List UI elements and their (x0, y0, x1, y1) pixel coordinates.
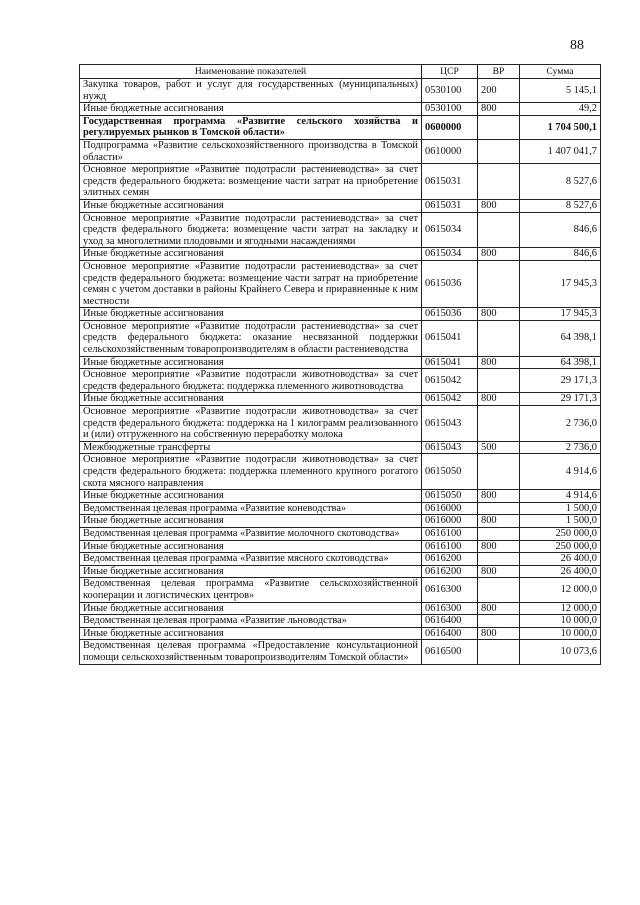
cell-sum: 5 145,1 (520, 79, 601, 103)
cell-vr: 800 (478, 308, 520, 321)
cell-sum: 10 000,0 (520, 615, 601, 628)
cell-sum: 12 000,0 (520, 602, 601, 615)
cell-sum: 1 704 500,1 (520, 115, 601, 139)
cell-vr: 800 (478, 627, 520, 640)
cell-vr: 800 (478, 490, 520, 503)
cell-vr (478, 615, 520, 628)
cell-vr (478, 369, 520, 393)
table-row (80, 308, 601, 321)
cell-sum: 846,6 (520, 248, 601, 261)
cell-name: Межбюджетные трансферты (80, 441, 422, 454)
cell-name: Иные бюджетные ассигнования (80, 393, 422, 406)
cell-vr: 200 (478, 79, 520, 103)
table-row (80, 115, 601, 139)
table-body (80, 79, 601, 665)
cell-name: Государственная программа «Развитие сельского хозяйства и регулируемых рынков в Томской области» (80, 115, 422, 139)
cell-csr: 0600000 (422, 115, 478, 139)
cell-vr (478, 553, 520, 566)
cell-csr: 0616100 (422, 527, 478, 540)
cell-name: Подпрограмма «Развитие сельскохозяйственного производства в Томской области» (80, 139, 422, 163)
table-row (80, 565, 601, 578)
cell-vr (478, 527, 520, 540)
cell-sum: 1 500,0 (520, 515, 601, 528)
cell-vr: 800 (478, 540, 520, 553)
cell-sum: 10 073,6 (520, 640, 601, 664)
cell-sum: 250 000,0 (520, 527, 601, 540)
cell-sum: 1 500,0 (520, 502, 601, 515)
cell-name: Иные бюджетные ассигнования (80, 627, 422, 640)
cell-sum: 29 171,3 (520, 393, 601, 406)
cell-csr: 0616300 (422, 578, 478, 602)
cell-csr: 0616000 (422, 515, 478, 528)
cell-csr: 0616400 (422, 615, 478, 628)
table-row (80, 369, 601, 393)
cell-name: Ведомственная целевая программа «Предоставление консультационной помощи сельскохозяйственным товаропроизводителям Томской области» (80, 640, 422, 664)
cell-csr: 0610000 (422, 139, 478, 163)
table-row (80, 602, 601, 615)
table-row (80, 320, 601, 356)
cell-csr: 0616200 (422, 553, 478, 566)
cell-name: Ведомственная целевая программа «Развитие сельскохозяйственной кооперации и логистических центров» (80, 578, 422, 602)
table-row (80, 527, 601, 540)
cell-sum: 846,6 (520, 212, 601, 248)
cell-sum: 26 400,0 (520, 553, 601, 566)
cell-sum: 10 000,0 (520, 627, 601, 640)
cell-csr: 0615034 (422, 248, 478, 261)
cell-sum: 17 945,3 (520, 260, 601, 307)
cell-name: Основное мероприятие «Развитие подотрасли животноводства» за счет средств федерального бюджета: поддержка племенного крупного рогатого скота мясного направления (80, 454, 422, 490)
header-csr: ЦСР (422, 65, 478, 79)
cell-vr (478, 115, 520, 139)
table-row (80, 615, 601, 628)
cell-vr (478, 406, 520, 442)
cell-csr: 0615042 (422, 369, 478, 393)
cell-csr: 0616100 (422, 540, 478, 553)
cell-sum: 2 736,0 (520, 406, 601, 442)
page-number: 88 (570, 38, 584, 53)
cell-vr (478, 454, 520, 490)
table-row (80, 502, 601, 515)
cell-sum: 250 000,0 (520, 540, 601, 553)
cell-vr (478, 640, 520, 664)
cell-csr: 0615050 (422, 454, 478, 490)
header-sum: Сумма (520, 65, 601, 79)
cell-name: Ведомственная целевая программа «Развитие молочного скотоводства» (80, 527, 422, 540)
cell-name: Основное мероприятие «Развитие подотрасли растениеводства» за счет средств федерального бюджета: возмещение части затрат на приобретение семян с учетом доставки в районы Крайнего Севера и приравненные к ним местности (80, 260, 422, 307)
cell-name: Иные бюджетные ассигнования (80, 248, 422, 261)
cell-sum: 1 407 041,7 (520, 139, 601, 163)
cell-sum: 49,2 (520, 103, 601, 116)
table-row (80, 515, 601, 528)
table-row (80, 441, 601, 454)
cell-name: Основное мероприятие «Развитие подотрасли растениеводства» за счет средств федерального бюджета: возмещение части затрат на приобретение элитных семян (80, 164, 422, 200)
cell-name: Основное мероприятие «Развитие подотрасли растениеводства» за счет средств федерального бюджета: возмещение части затрат на закладку и уход за многолетними плодовыми и ягодными насаждениями (80, 212, 422, 248)
table-row (80, 490, 601, 503)
cell-sum: 17 945,3 (520, 308, 601, 321)
cell-name: Иные бюджетные ассигнования (80, 199, 422, 212)
table-row (80, 103, 601, 116)
cell-csr: 0615031 (422, 164, 478, 200)
table-row (80, 164, 601, 200)
cell-name: Иные бюджетные ассигнования (80, 308, 422, 321)
table-row (80, 640, 601, 664)
cell-csr: 0615031 (422, 199, 478, 212)
cell-name: Основное мероприятие «Развитие подотрасли животноводства» за счет средств федерального бюджета: поддержка на 1 килограмм реализованного и (или) отгруженного на собственную переработку молока (80, 406, 422, 442)
cell-csr: 0616300 (422, 602, 478, 615)
table-row (80, 627, 601, 640)
cell-name: Иные бюджетные ассигнования (80, 103, 422, 116)
cell-name: Основное мероприятие «Развитие подотрасли животноводства» за счет средств федерального бюджета: поддержка племенного животноводства (80, 369, 422, 393)
cell-name: Иные бюджетные ассигнования (80, 515, 422, 528)
cell-csr: 0615042 (422, 393, 478, 406)
cell-vr: 800 (478, 565, 520, 578)
cell-sum: 29 171,3 (520, 369, 601, 393)
cell-sum: 8 527,6 (520, 164, 601, 200)
table-row (80, 356, 601, 369)
cell-name: Основное мероприятие «Развитие подотрасли растениеводства» за счет средств федерального бюджета: оказание несвязанной поддержки сельскохозяйственным товаропроизводителям в области растениеводства (80, 320, 422, 356)
cell-vr (478, 320, 520, 356)
table-row (80, 139, 601, 163)
cell-vr: 800 (478, 515, 520, 528)
header-name: Наименование показателей (80, 65, 422, 79)
table-row (80, 406, 601, 442)
table-row (80, 540, 601, 553)
header-vr: ВР (478, 65, 520, 79)
cell-name: Иные бюджетные ассигнования (80, 540, 422, 553)
table-row (80, 248, 601, 261)
cell-vr: 800 (478, 199, 520, 212)
cell-csr: 0615043 (422, 441, 478, 454)
cell-vr: 500 (478, 441, 520, 454)
cell-csr: 0615036 (422, 308, 478, 321)
cell-name: Ведомственная целевая программа «Развитие коневодства» (80, 502, 422, 515)
cell-vr (478, 578, 520, 602)
cell-name: Ведомственная целевая программа «Развитие мясного скотоводства» (80, 553, 422, 566)
cell-name: Иные бюджетные ассигнования (80, 565, 422, 578)
table-row (80, 578, 601, 602)
cell-vr (478, 212, 520, 248)
cell-vr (478, 139, 520, 163)
cell-csr: 0616200 (422, 565, 478, 578)
cell-sum: 12 000,0 (520, 578, 601, 602)
table-row (80, 454, 601, 490)
cell-name: Закупка товаров, работ и услуг для государственных (муниципальных) нужд (80, 79, 422, 103)
cell-sum: 4 914,6 (520, 490, 601, 503)
cell-vr (478, 164, 520, 200)
cell-vr: 800 (478, 356, 520, 369)
cell-csr: 0530100 (422, 103, 478, 116)
cell-name: Иные бюджетные ассигнования (80, 490, 422, 503)
table-header-row (80, 65, 601, 79)
cell-sum: 64 398,1 (520, 356, 601, 369)
cell-sum: 64 398,1 (520, 320, 601, 356)
cell-csr: 0616000 (422, 502, 478, 515)
budget-table (79, 64, 601, 665)
cell-name: Иные бюджетные ассигнования (80, 602, 422, 615)
table-row (80, 199, 601, 212)
cell-csr: 0615043 (422, 406, 478, 442)
cell-vr: 800 (478, 103, 520, 116)
cell-name: Иные бюджетные ассигнования (80, 356, 422, 369)
cell-vr (478, 260, 520, 307)
cell-sum: 8 527,6 (520, 199, 601, 212)
cell-vr: 800 (478, 393, 520, 406)
cell-csr: 0615041 (422, 320, 478, 356)
cell-vr (478, 502, 520, 515)
table-row (80, 553, 601, 566)
table-row (80, 260, 601, 307)
table-row (80, 393, 601, 406)
cell-csr: 0615036 (422, 260, 478, 307)
cell-sum: 26 400,0 (520, 565, 601, 578)
table-row (80, 212, 601, 248)
cell-csr: 0616500 (422, 640, 478, 664)
cell-vr: 800 (478, 602, 520, 615)
cell-csr: 0615041 (422, 356, 478, 369)
cell-csr: 0615034 (422, 212, 478, 248)
cell-sum: 4 914,6 (520, 454, 601, 490)
table-row (80, 79, 601, 103)
cell-csr: 0530100 (422, 79, 478, 103)
cell-sum: 2 736,0 (520, 441, 601, 454)
cell-name: Ведомственная целевая программа «Развитие льноводства» (80, 615, 422, 628)
cell-csr: 0616400 (422, 627, 478, 640)
cell-csr: 0615050 (422, 490, 478, 503)
cell-vr: 800 (478, 248, 520, 261)
